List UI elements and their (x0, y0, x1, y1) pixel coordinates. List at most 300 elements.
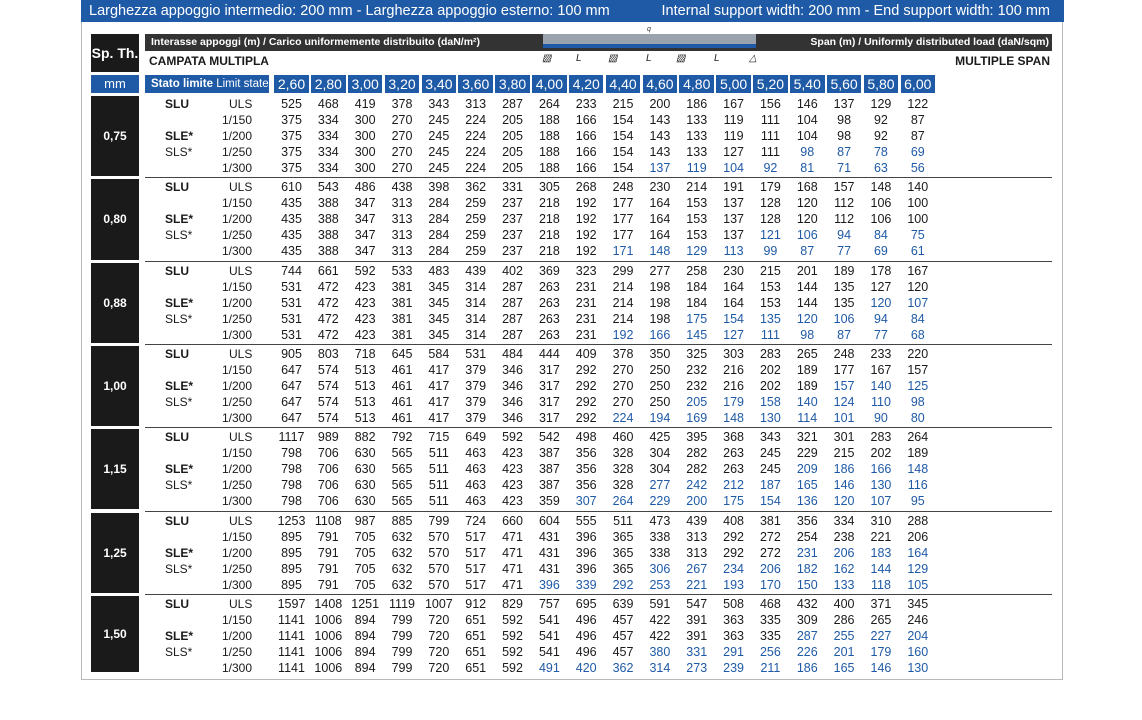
table-cell: 143 (649, 129, 671, 143)
table-cell: 237 (502, 212, 523, 227)
table-cell: 75 (910, 228, 925, 243)
table-cell: 798 (281, 478, 302, 493)
table-cell: 77 (837, 244, 852, 259)
table-cell: 457 (612, 644, 634, 659)
table-cell: 77 (873, 327, 888, 342)
table-cell: 143 (649, 113, 671, 127)
table-cell: 314 (465, 279, 487, 294)
table-cell: 1253 (277, 513, 306, 528)
table-cell: 346 (502, 378, 523, 393)
table-cell: 270 (391, 113, 413, 127)
table-cell: 167 (870, 362, 892, 377)
table-cell: 140 (907, 180, 929, 195)
span-header: 6,00 (901, 75, 936, 93)
table-cell: 177 (612, 196, 634, 211)
table-cell: 356 (575, 446, 597, 461)
table-cell: 649 (465, 430, 487, 445)
table-cell: 565 (391, 494, 413, 509)
table-cell: 71 (837, 161, 852, 175)
table-cell: 98 (800, 327, 815, 342)
table-cell: 218 (538, 228, 560, 243)
table-cell: 423 (502, 446, 523, 461)
table-cell: 461 (391, 362, 413, 377)
table-cell: 183 (870, 545, 892, 560)
table-cell: 647 (281, 362, 302, 377)
table-cell: 483 (428, 263, 450, 278)
table-cell: 473 (649, 513, 671, 528)
table-cell: 381 (391, 295, 413, 310)
table-cell: 137 (723, 196, 744, 211)
table-cell: 402 (502, 263, 523, 278)
table-cell: 570 (428, 561, 450, 576)
table-cell: 98 (910, 394, 925, 409)
table-cell: 188 (538, 161, 560, 175)
table-cell: 1141 (278, 628, 305, 643)
table-cell: 120 (796, 196, 818, 211)
beam (543, 44, 756, 48)
table-cell: 205 (502, 113, 523, 127)
table-cell: 135 (759, 311, 781, 326)
multiple-span-label: MULTIPLE SPAN (955, 54, 1050, 68)
table-cell: 885 (391, 513, 413, 528)
table-cell: 705 (354, 577, 376, 592)
table-cell: 160 (907, 644, 929, 659)
deflection-label: 1/200 (222, 462, 253, 477)
table-cell: 106 (870, 212, 892, 227)
table-cell: 146 (796, 97, 818, 111)
table-cell: 283 (759, 346, 781, 361)
table-cell: 391 (686, 612, 708, 627)
block-divider (145, 177, 1052, 178)
table-cell: 224 (465, 113, 487, 127)
table-cell: 531 (281, 279, 302, 294)
table-cell: 435 (281, 244, 302, 259)
table-cell: 136 (796, 494, 818, 509)
table-cell: 215 (612, 97, 634, 111)
table-cell: 647 (281, 410, 302, 425)
table-cell: 345 (428, 295, 450, 310)
table-cell: 338 (649, 529, 671, 544)
deflection-label: 1/250 (222, 561, 253, 576)
table-cell: 189 (907, 446, 929, 461)
table-cell: 496 (575, 644, 597, 659)
table-cell: 513 (354, 362, 376, 377)
table-cell: 84 (873, 228, 888, 243)
table-cell: 209 (796, 462, 818, 477)
top-banner (81, 0, 1064, 22)
table-cell: 127 (723, 145, 744, 159)
span-header: 2,80 (311, 75, 346, 93)
table-cell: 1117 (278, 430, 305, 445)
table-cell: 153 (686, 228, 708, 243)
table-cell: 198 (649, 311, 671, 326)
table-cell: 220 (907, 346, 929, 361)
table-cell: 381 (759, 513, 781, 528)
table-cell: 206 (907, 529, 929, 544)
table-cell: 107 (870, 494, 892, 509)
table-cell: 135 (833, 279, 855, 294)
table-cell: 496 (575, 612, 597, 627)
table-cell: 144 (796, 279, 818, 294)
table-cell: 292 (612, 577, 634, 592)
table-cell: 531 (281, 311, 302, 326)
table-cell: 541 (538, 612, 560, 627)
span-header: 3,00 (348, 75, 383, 93)
deflection-label: 1/150 (222, 279, 253, 294)
sls-label: SLS* (165, 145, 193, 159)
thickness-value: 1,50 (91, 596, 139, 672)
table-cell: 87 (800, 244, 815, 259)
deflection-label: 1/200 (222, 545, 253, 560)
table-cell: 124 (833, 394, 855, 409)
table-cell: 435 (281, 212, 302, 227)
sls-label: SLS* (165, 644, 193, 659)
table-cell: 511 (613, 513, 634, 528)
table-cell: 157 (833, 180, 855, 195)
table-cell: 574 (317, 362, 339, 377)
table-cell: 310 (870, 513, 892, 528)
table-cell: 705 (354, 545, 376, 560)
table-cell: 148 (723, 410, 744, 425)
table-cell: 182 (796, 561, 818, 576)
table-cell: 387 (538, 478, 560, 493)
table-cell: 328 (612, 478, 634, 493)
table-cell: 438 (391, 180, 413, 195)
table-cell: 153 (759, 279, 781, 294)
table-cell: 313 (465, 97, 487, 111)
table-cell: 362 (612, 660, 634, 675)
table-cell: 287 (796, 628, 818, 643)
table-cell: 133 (686, 145, 708, 159)
sle-label: SLE* (165, 129, 194, 143)
table-cell: 164 (723, 295, 744, 310)
table-cell: 323 (575, 263, 597, 278)
table-cell: 224 (465, 145, 487, 159)
table-cell: 313 (391, 196, 413, 211)
table-cell: 292 (575, 378, 597, 393)
table-cell: 287 (502, 295, 523, 310)
table-cell: 104 (796, 113, 818, 127)
table-cell: 144 (870, 561, 892, 576)
table-cell: 192 (575, 244, 597, 259)
table-cell: 651 (465, 628, 487, 643)
uls-label: ULS (229, 180, 253, 195)
table-cell: 346 (502, 410, 523, 425)
table-cell: 215 (759, 263, 781, 278)
uls-label: ULS (229, 430, 253, 445)
thickness-value: 1,15 (91, 429, 139, 509)
table-cell: 231 (575, 295, 597, 310)
table-cell: 135 (833, 295, 855, 310)
table-cell: 531 (281, 327, 302, 342)
uls-label: ULS (229, 97, 253, 111)
table-cell: 193 (723, 577, 744, 592)
support-icon: ▧ (676, 53, 686, 64)
table-cell: 632 (391, 545, 413, 560)
slu-label: SLU (165, 263, 189, 278)
table-cell: 192 (612, 327, 634, 342)
deflection-label: 1/200 (222, 378, 253, 393)
table-cell: 1006 (314, 660, 343, 675)
table-cell: 331 (502, 180, 523, 195)
table-cell: 347 (354, 228, 376, 243)
table-cell: 511 (428, 494, 449, 509)
deflection-label: 1/300 (222, 327, 253, 342)
table-cell: 417 (428, 378, 450, 393)
table-cell: 233 (575, 97, 597, 111)
table-cell: 121 (759, 228, 781, 243)
table-cell: 265 (796, 346, 818, 361)
table-cell: 270 (612, 378, 634, 393)
table-cell: 154 (759, 494, 781, 509)
table-cell: 270 (391, 129, 413, 143)
table-cell: 166 (575, 145, 597, 159)
table-cell: 517 (465, 529, 487, 544)
table-cell: 1141 (278, 660, 305, 675)
table-cell: 237 (502, 196, 523, 211)
table-cell: 829 (502, 596, 523, 611)
table-cell: 511 (428, 478, 449, 493)
table-cell: 250 (649, 378, 671, 393)
table-cell: 799 (391, 660, 413, 675)
table-cell: 254 (796, 529, 818, 544)
deflection-label: 1/150 (222, 362, 253, 377)
table-cell: 184 (686, 279, 708, 294)
table-cell: 92 (873, 129, 888, 143)
table-cell: 363 (723, 612, 744, 627)
table-cell: 379 (465, 378, 487, 393)
table-cell: 314 (649, 660, 671, 675)
table-cell: 80 (910, 410, 925, 425)
table-cell: 338 (649, 545, 671, 560)
span-header: 3,60 (458, 75, 493, 93)
table-cell: 234 (723, 561, 744, 576)
table-cell: 496 (575, 628, 597, 643)
table-cell: 541 (538, 628, 560, 643)
table-cell: 205 (502, 129, 523, 143)
table-cell: 379 (465, 410, 487, 425)
deflection-label: 1/150 (222, 113, 253, 127)
table-cell: 253 (649, 577, 671, 592)
table-cell: 375 (281, 113, 302, 127)
table-cell: 379 (465, 362, 487, 377)
table-cell: 645 (391, 346, 413, 361)
table-cell: 334 (317, 145, 339, 159)
table-cell: 177 (833, 362, 855, 377)
table-cell: 799 (428, 513, 450, 528)
table-cell: 87 (910, 129, 925, 143)
span-header: 3,80 (495, 75, 530, 93)
table-cell: 409 (575, 346, 597, 361)
table-cell: 69 (910, 145, 925, 159)
table-cell: 584 (428, 346, 450, 361)
table-cell: 144 (796, 295, 818, 310)
table-cell: 129 (870, 97, 892, 111)
table-cell: 570 (428, 529, 450, 544)
table-cell: 359 (538, 494, 560, 509)
table-cell: 111 (760, 327, 780, 342)
table-cell: 1006 (314, 644, 343, 659)
table-cell: 125 (907, 378, 929, 393)
table-cell: 314 (465, 311, 487, 326)
table-cell: 194 (649, 410, 671, 425)
table-cell: 555 (575, 513, 597, 528)
deflection-label: 1/150 (222, 529, 253, 544)
table-cell: 106 (833, 311, 855, 326)
table-cell: 202 (870, 446, 892, 461)
table-cell: 300 (354, 113, 376, 127)
limit-state-header (145, 75, 269, 93)
table-cell: 166 (870, 462, 892, 477)
table-cell: 511 (428, 446, 449, 461)
table-cell: 110 (870, 394, 891, 409)
table-cell: 491 (538, 660, 560, 675)
table-cell: 153 (686, 212, 708, 227)
table-cell: 164 (723, 279, 744, 294)
end-support-icon: △ (749, 53, 757, 64)
table-cell: 287 (502, 327, 523, 342)
table-cell: 328 (612, 446, 634, 461)
table-cell: 396 (575, 529, 597, 544)
span-symbols (542, 52, 757, 68)
table-cell: 724 (465, 513, 487, 528)
table-cell: 200 (686, 494, 708, 509)
table-cell: 154 (612, 145, 634, 159)
table-cell: 165 (833, 660, 855, 675)
table-cell: 81 (800, 161, 815, 175)
table-cell: 798 (281, 494, 302, 509)
sls-label: SLS* (165, 228, 193, 243)
table-cell: 205 (502, 145, 523, 159)
slu-label: SLU (165, 513, 189, 528)
table-cell: 87 (910, 113, 925, 127)
table-cell: 630 (354, 494, 376, 509)
table-cell: 313 (391, 244, 413, 259)
table-cell: 263 (723, 446, 744, 461)
table-cell: 120 (796, 311, 818, 326)
table-cell: 224 (465, 161, 487, 175)
table-cell: 272 (759, 529, 781, 544)
table-cell: 90 (873, 410, 888, 425)
table-cell: 894 (354, 628, 376, 643)
table-cell: 120 (907, 279, 929, 294)
table-cell: 188 (538, 113, 560, 127)
table-cell: 457 (612, 612, 634, 627)
table-cell: 230 (649, 180, 671, 195)
support-width-it: Larghezza appoggio intermedio: 200 mm - Larghezza appoggio esterno: 100 mm (89, 3, 610, 19)
table-cell: 201 (796, 263, 818, 278)
table-cell: 287 (502, 279, 523, 294)
table-cell: 419 (354, 97, 376, 111)
table-cell: 647 (281, 394, 302, 409)
table-cell: 574 (317, 410, 339, 425)
thickness-header: Sp. Th. (91, 34, 139, 72)
thickness-value: 0,80 (91, 179, 139, 259)
table-cell: 799 (391, 644, 413, 659)
table-cell: 396 (538, 577, 560, 592)
table-cell: 317 (538, 394, 560, 409)
table-cell: 192 (575, 196, 597, 211)
sle-label: SLE* (165, 295, 194, 310)
table-cell: 706 (317, 494, 339, 509)
support-icon: ▧ (542, 53, 552, 64)
table-cell: 720 (428, 660, 450, 675)
table-cell: 150 (796, 577, 818, 592)
table-cell: 398 (428, 180, 450, 195)
table-cell: 263 (538, 295, 560, 310)
table-cell: 423 (502, 462, 523, 477)
table-cell: 314 (465, 295, 487, 310)
table-cell: 272 (759, 545, 781, 560)
table-cell: 420 (575, 660, 597, 675)
table-cell: 632 (391, 577, 413, 592)
table-cell: 179 (759, 180, 781, 195)
table-cell: 706 (317, 478, 339, 493)
table-cell: 284 (428, 228, 450, 243)
table-cell: 463 (465, 478, 487, 493)
deflection-label: 1/200 (222, 295, 253, 310)
span-header: 4,40 (606, 75, 641, 93)
table-cell: 472 (317, 311, 339, 326)
deflection-label: 1/250 (222, 145, 253, 159)
table-cell: 170 (759, 577, 781, 592)
table-cell: 630 (354, 462, 376, 477)
table-cell: 162 (833, 561, 855, 576)
table-cell: 463 (465, 446, 487, 461)
table-cell: 87 (837, 145, 852, 159)
table-cell: 565 (391, 462, 413, 477)
table-cell: 171 (612, 244, 634, 259)
table-cell: 592 (502, 628, 523, 643)
table-cell: 130 (870, 478, 892, 493)
table-cell: 263 (538, 311, 560, 326)
table-cell: 284 (428, 196, 450, 211)
table-cell: 798 (281, 462, 302, 477)
table-cell: 128 (759, 212, 781, 227)
table-cell: 177 (612, 212, 634, 227)
table-cell: 791 (317, 577, 339, 592)
table-cell: 347 (354, 196, 376, 211)
table-cell: 245 (759, 462, 781, 477)
table-cell: 350 (649, 346, 671, 361)
table-cell: 231 (796, 545, 818, 560)
deflection-label: 1/150 (222, 612, 253, 627)
table-cell: 188 (538, 145, 560, 159)
table-cell: 592 (354, 263, 376, 278)
table-cell: 1141 (278, 612, 305, 627)
table-cell: 423 (502, 478, 523, 493)
table-cell: 334 (317, 161, 339, 175)
table-cell: 212 (723, 478, 744, 493)
table-cell: 98 (837, 129, 852, 143)
sls-label: SLS* (165, 311, 193, 326)
table-cell: 148 (870, 180, 892, 195)
table-cell: 179 (870, 644, 892, 659)
table-cell: 307 (575, 494, 597, 509)
table-cell: 198 (649, 279, 671, 294)
table-cell: 799 (391, 628, 413, 643)
table-cell: 513 (354, 410, 376, 425)
span-header: 4,60 (643, 75, 678, 93)
table-cell: 140 (870, 378, 892, 393)
table-cell: 218 (538, 196, 560, 211)
table-cell: 543 (317, 180, 339, 195)
thickness-value: 1,00 (91, 346, 139, 426)
table-cell: 229 (649, 494, 671, 509)
table-cell: 264 (907, 430, 929, 445)
table-cell: 533 (391, 263, 413, 278)
table-cell: 114 (797, 410, 818, 425)
